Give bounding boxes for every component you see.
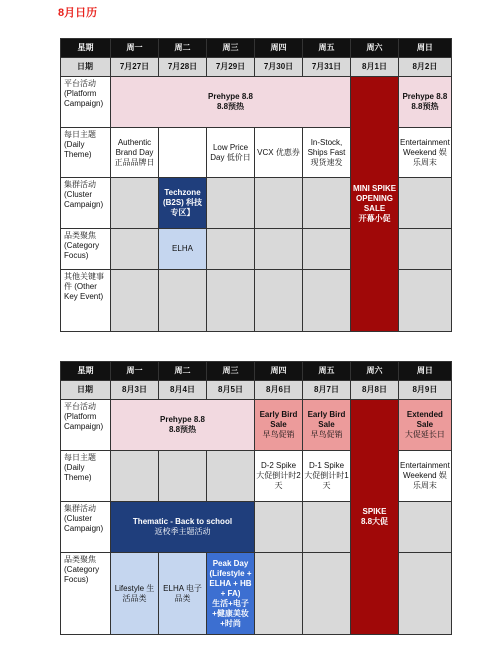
cluster-empty [207,178,255,229]
spike-cell [351,400,399,635]
row-label-other: 其他关键事件 (Other Key Event) [61,270,111,332]
other-empty [111,270,159,332]
category-empty [207,229,255,270]
category-peak-day [207,553,255,635]
category-empty [111,229,159,270]
cluster-empty [255,502,303,553]
prehype-subtitle: 8.8预热 [168,425,197,434]
calendar-week-2 [60,361,452,635]
weekday-sun: 周日 [399,362,452,381]
early-bird-cell [255,400,303,451]
weekday-wed: 周三 [207,39,255,58]
category-elha: ELHA 电子品类 [159,553,207,635]
weekday-sun: 周日 [399,39,452,58]
cluster-empty [111,178,159,229]
theme-empty [207,451,255,502]
date-cell: 7月27日 [111,58,159,77]
date-cell: 7月31日 [303,58,351,77]
weekday-thu: 周四 [255,362,303,381]
date-cell: 8月1日 [351,58,399,77]
weekday-header-row [61,39,452,58]
category-elha: ELHA [159,229,207,270]
sunday-prehype-cell [399,77,452,128]
category-empty [303,553,351,635]
weekday-mon: 周一 [111,362,159,381]
category-empty [399,229,452,270]
date-row [61,58,452,77]
date-row [61,381,452,400]
row-label-platform: 平台活动 (Platform Campaign) [61,77,111,128]
sunday-prehype-subtitle: 8.8预热 [411,102,439,111]
peak-day-title: Peak Day (Lifestyle + ELHA + HB + FA) [209,558,252,598]
early-bird-title: Early Bird Sale [307,410,346,429]
weekday-fri: 周五 [303,362,351,381]
category-lifestyle: Lifestyle 生活品类 [111,553,159,635]
weekday-wed: 周三 [207,362,255,381]
prehype-subtitle: 8.8预热 [216,102,245,111]
mini-spike-subtitle: 开幕小促 [358,214,391,223]
sunday-prehype-title: Prehype 8.8 [402,92,448,101]
extended-sale-title: Extended Sale [406,410,443,429]
mini-spike-title: MINI SPIKE OPENING SALE [352,184,397,213]
date-cell: 8月5日 [207,381,255,400]
weekday-tue: 周二 [159,362,207,381]
date-cell: 7月29日 [207,58,255,77]
theme-sun: Entertainment Weekend 娱乐周末 [399,128,452,178]
cluster-subtitle: 返校季主题活动 [154,527,211,536]
row-label-theme: 每日主题 (Daily Theme) [61,128,111,178]
theme-tue-empty [159,128,207,178]
date-cell: 8月4日 [159,381,207,400]
other-empty [303,270,351,332]
date-cell: 7月28日 [159,58,207,77]
theme-thu: D-2 Spike 大促倒计时2天 [255,451,303,502]
date-cell: 8月8日 [351,381,399,400]
cluster-empty [255,178,303,229]
cluster-empty [399,502,452,553]
row-label-cluster: 集群活动 (Cluster Campaign) [61,178,111,229]
weekday-tue: 周二 [159,39,207,58]
category-empty [255,553,303,635]
weekday-thu: 周四 [255,39,303,58]
weekday-label: 星期 [61,39,111,58]
date-label: 日期 [61,381,111,400]
weekday-header-row [61,362,452,381]
early-bird-title: Early Bird Sale [259,410,298,429]
row-label-cluster: 集群活动 (Cluster Campaign) [61,502,111,553]
early-bird-subtitle: 早鸟促销 [310,430,343,439]
theme-wed: Low Price Day 低价日 [207,128,255,178]
row-label-theme: 每日主题 (Daily Theme) [61,451,111,502]
theme-mon: Authentic Brand Day 正品品牌日 [111,128,159,178]
theme-fri: D-1 Spike 大促倒计时1天 [303,451,351,502]
platform-campaign-row [61,400,452,451]
cluster-title: Thematic - Back to school [132,517,233,526]
other-empty [399,270,452,332]
prehype-cell [111,400,255,451]
weekday-fri: 周五 [303,39,351,58]
calendar-week-1 [60,38,452,332]
theme-fri: In-Stock, Ships Fast 现货速发 [303,128,351,178]
date-label: 日期 [61,58,111,77]
spike-title: SPIKE [362,507,387,516]
spike-subtitle: 8.8大促 [360,517,389,526]
row-label-category: 品类聚焦 (Category Focus) [61,553,111,635]
date-cell: 7月30日 [255,58,303,77]
cluster-empty [303,502,351,553]
early-bird-cell [303,400,351,451]
row-label-platform: 平台活动 (Platform Campaign) [61,400,111,451]
weekday-label: 星期 [61,362,111,381]
prehype-title: Prehype 8.8 [160,415,205,424]
extended-sale-subtitle: 大促延长日 [404,430,445,439]
peak-day-subtitle: 生活+电子+健康美妆+时尚 [212,598,249,628]
other-empty [255,270,303,332]
category-empty [255,229,303,270]
mini-spike-cell [351,77,399,332]
cluster-techzone: Techzone (B2S) 科技专区】 [159,178,207,229]
cluster-empty [399,178,452,229]
theme-empty [159,451,207,502]
theme-thu: VCX 优惠券 [255,128,303,178]
row-label-category: 品类聚焦 (Category Focus) [61,229,111,270]
theme-sun: Entertainment Weekend 娱乐周末 [399,451,452,502]
date-cell: 8月6日 [255,381,303,400]
prehype-title: Prehype 8.8 [208,92,253,101]
other-empty [159,270,207,332]
extended-sale-cell [399,400,452,451]
theme-empty [111,451,159,502]
category-empty [303,229,351,270]
category-empty [399,553,452,635]
cluster-back-to-school [111,502,255,553]
early-bird-subtitle: 早鸟促销 [262,430,295,439]
weekday-mon: 周一 [111,39,159,58]
platform-campaign-row [61,77,452,128]
date-cell: 8月9日 [399,381,452,400]
other-empty [207,270,255,332]
date-cell: 8月7日 [303,381,351,400]
prehype-cell [111,77,351,128]
date-cell: 8月3日 [111,381,159,400]
date-cell: 8月2日 [399,58,452,77]
cluster-empty [303,178,351,229]
weekday-sat: 周六 [351,362,399,381]
page-title: 8月日历 [58,7,98,19]
weekday-sat: 周六 [351,39,399,58]
